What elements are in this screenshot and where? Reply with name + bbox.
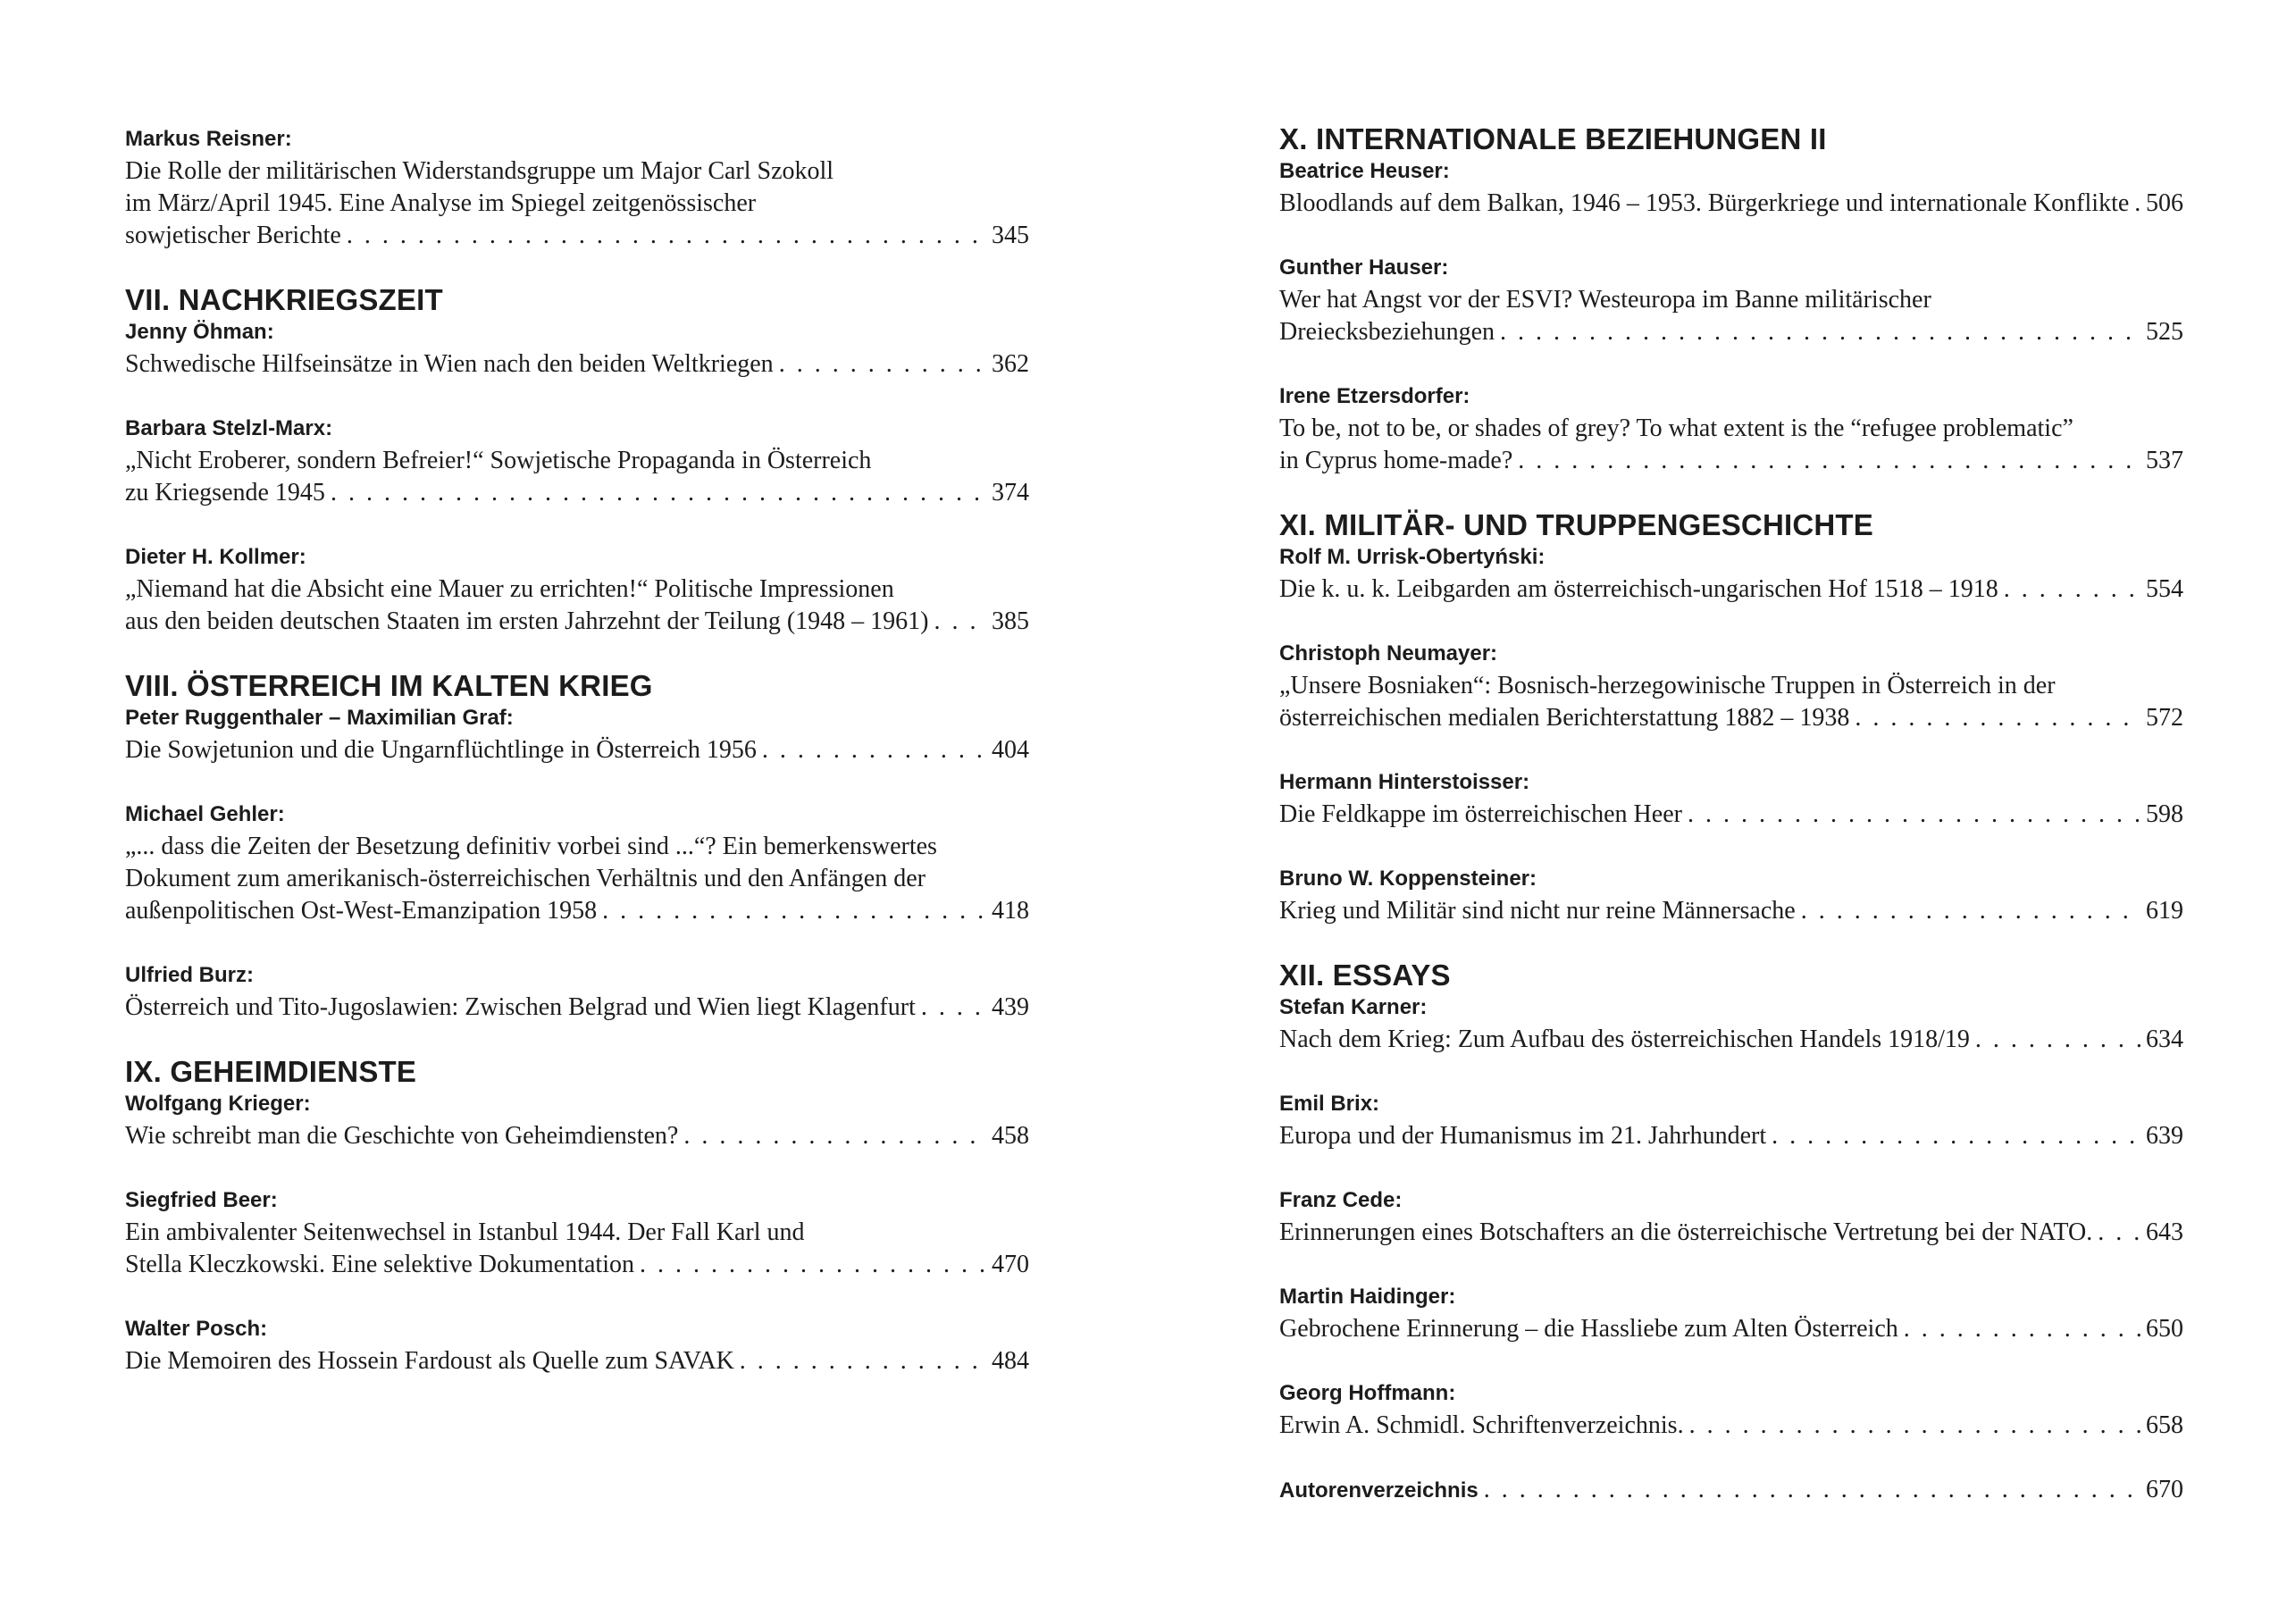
toc-entry: [125, 702, 1029, 766]
toc-page-right: [1279, 123, 2183, 1539]
entry-author: Gunther Hauser:: [1279, 255, 1449, 280]
dot-leader: [602, 895, 986, 927]
toc-entry: [125, 1185, 1029, 1281]
entry-author: Dieter H. Kollmer:: [125, 545, 306, 569]
entry-title-line: To be, not to be, or shades of grey? To what extent is the “refugee problematic”: [1279, 414, 2073, 442]
page-number: 458: [992, 1122, 1029, 1150]
entry-author: Franz Cede:: [1279, 1188, 1403, 1212]
entry-title-text: Nach dem Krieg: Zum Aufbau des österreichischen Handels 1918/19: [1279, 1025, 1970, 1053]
entry-title-line: [1279, 316, 2183, 348]
toc-entry: [125, 413, 1029, 509]
section-heading: VIII. ÖSTERREICH IM KALTEN KRIEG: [125, 669, 653, 702]
page-number: 643: [2146, 1218, 2183, 1246]
dot-leader: [740, 1345, 986, 1377]
entry-title-line: [1279, 188, 2183, 220]
toc-entry: [1279, 863, 2183, 927]
entry-author: Ulfried Burz:: [125, 963, 254, 987]
entry-title-text: Die Memoiren des Hossein Fardoust als Quelle zum SAVAK: [125, 1347, 734, 1375]
entry-author: Beatrice Heuser:: [1279, 159, 1450, 183]
section-heading: IX. GEHEIMDIENSTE: [125, 1055, 417, 1088]
entry-title-line: [1279, 1120, 2183, 1152]
dot-leader: [683, 1120, 986, 1152]
dot-leader: [934, 606, 987, 638]
entry-title-line: [1279, 1410, 2183, 1442]
toc-section: [125, 123, 1029, 252]
entry-author: Wolfgang Krieger:: [125, 1092, 311, 1116]
toc-entry: [1279, 381, 2183, 477]
section-heading: VII. NACHKRIEGSZEIT: [125, 283, 443, 316]
toc-entry: [125, 123, 1029, 252]
page-number: 598: [2146, 800, 2183, 828]
entry-title-line: Dokument zum amerikanisch-österreichischen Verhältnis und den Anfängen der: [125, 865, 926, 892]
page-number: 639: [2146, 1122, 2183, 1150]
dot-leader: [1801, 895, 2140, 927]
dot-leader: [1500, 316, 2140, 348]
section-heading: XI. MILITÄR- UND TRUPPENGESCHICHTE: [1279, 508, 1873, 541]
entry-title-text: Bloodlands auf dem Balkan, 1946 – 1953. Bürgerkriege und internationale Konflikte: [1279, 189, 2130, 217]
toc-entry: [125, 1088, 1029, 1152]
page-number: 537: [2146, 447, 2183, 474]
page-number: 385: [992, 607, 1029, 635]
page-number: 670: [2146, 1476, 2183, 1503]
entry-author: Markus Reisner:: [125, 127, 292, 151]
dot-leader: [1518, 445, 2140, 477]
entry-author: Georg Hoffmann:: [1279, 1381, 1456, 1405]
entry-title-line: [1279, 1474, 2183, 1507]
entry-title-text: zu Kriegsende 1945: [125, 479, 325, 506]
entry-title-line: [125, 1120, 1029, 1152]
entry-author: Martin Haidinger:: [1279, 1285, 1456, 1309]
entry-title-text: Wie schreibt man die Geschichte von Geheimdiensten?: [125, 1122, 679, 1150]
dot-leader: [331, 477, 986, 509]
entry-title-text: außenpolitischen Ost-West-Emanzipation 1958: [125, 897, 598, 925]
page-number: 484: [992, 1347, 1029, 1375]
page-number: 439: [992, 993, 1029, 1021]
entry-author: Rolf M. Urrisk-Obertyński:: [1279, 545, 1546, 569]
entry-author: Siegfried Beer:: [125, 1188, 278, 1212]
dot-leader: [2004, 573, 2140, 606]
entry-title-line: [1279, 1024, 2183, 1056]
toc-entry: [125, 1313, 1029, 1377]
toc-entry: [1279, 541, 2183, 606]
entry-title-line: [125, 895, 1029, 927]
dot-leader: [921, 992, 986, 1024]
entry-title-line: [125, 992, 1029, 1024]
toc-section: [125, 284, 1029, 638]
entry-title-text: Erwin A. Schmidl. Schriftenverzeichnis.: [1279, 1411, 1684, 1439]
entry-title-line: [125, 1345, 1029, 1377]
dot-leader: [762, 734, 986, 766]
toc-section: [1279, 123, 2183, 477]
entry-author: Hermann Hinterstoisser:: [1279, 770, 1530, 794]
toc-entry: [1279, 1185, 2183, 1249]
entry-title-text: Die Sowjetunion und die Ungarnflüchtlinge in Österreich 1956: [125, 736, 757, 764]
entry-title-text: Stella Kleczkowski. Eine selektive Dokumentation: [125, 1251, 634, 1278]
toc-entry: [1279, 252, 2183, 348]
entry-author: Emil Brix:: [1279, 1092, 1380, 1116]
entry-title-text: Die Feldkappe im österreichischen Heer: [1279, 800, 1682, 828]
entry-title-line: „Nicht Eroberer, sondern Befreier!“ Sowjetische Propaganda in Österreich: [125, 447, 872, 474]
entry-title-line: [1279, 895, 2183, 927]
entry-title-line: „... dass die Zeiten der Besetzung definitiv vorbei sind ...“? Ein bemerkenswertes: [125, 833, 937, 860]
entry-title-text: sowjetischer Berichte: [125, 222, 341, 249]
entry-title-line: „Niemand hat die Absicht eine Mauer zu errichten!“ Politische Impressionen: [125, 575, 894, 603]
toc-entry: [125, 316, 1029, 381]
entry-title-line: [1279, 445, 2183, 477]
dot-leader: [779, 348, 986, 381]
entry-title-line: im März/April 1945. Eine Analyse im Spiegel zeitgenössischer: [125, 189, 757, 217]
toc-entry: [1279, 1281, 2183, 1345]
entry-title-line: [1279, 799, 2183, 831]
dot-leader: [2134, 188, 2140, 220]
dot-leader: [1688, 799, 2140, 831]
entry-title-line: [125, 220, 1029, 252]
dot-leader: [1689, 1410, 2140, 1442]
toc-entry: [125, 541, 1029, 638]
entry-title-text: Österreich und Tito-Jugoslawien: Zwischen Belgrad und Wien liegt Klagenfurt: [125, 993, 916, 1021]
entry-title-text: in Cyprus home-made?: [1279, 447, 1513, 474]
dot-leader: [1855, 702, 2140, 734]
entry-title-line: [125, 734, 1029, 766]
toc-entry: [1279, 155, 2183, 220]
entry-author: Jenny Öhman:: [125, 320, 274, 344]
toc-section: [1279, 959, 2183, 1442]
dot-leader: [347, 220, 986, 252]
toc-section: [125, 1056, 1029, 1377]
entry-title-text: österreichischen medialen Berichterstattung 1882 – 1938: [1279, 704, 1850, 732]
dot-leader: [1975, 1024, 2140, 1056]
page-number: 374: [992, 479, 1029, 506]
toc-section: [125, 670, 1029, 1024]
page-number: 506: [2146, 189, 2183, 217]
entry-author: Walter Posch:: [125, 1317, 268, 1341]
page-number: 418: [992, 897, 1029, 925]
entry-title-line: [125, 1249, 1029, 1281]
entry-title-line: Wer hat Angst vor der ESVI? Westeuropa im Banne militärischer: [1279, 286, 1931, 314]
entry-title-line: [125, 348, 1029, 381]
page-number: 362: [992, 350, 1029, 378]
toc-entry: [1279, 766, 2183, 831]
toc-entry: [1279, 638, 2183, 734]
entry-title-line: [125, 477, 1029, 509]
entry-title-text: Erinnerungen eines Botschafters an die österreichische Vertretung bei der NATO.: [1279, 1218, 2093, 1246]
toc-entry: [1279, 1088, 2183, 1152]
page-number: 404: [992, 736, 1029, 764]
entry-title-line: Die Rolle der militärischen Widerstandsgruppe um Major Carl Szokoll: [125, 157, 834, 185]
page-number: 554: [2146, 575, 2183, 603]
page-number: 572: [2146, 704, 2183, 732]
entry-title-text: Schwedische Hilfseinsätze in Wien nach den beiden Weltkriegen: [125, 350, 774, 378]
final-title: Autorenverzeichnis: [1279, 1478, 1479, 1503]
dot-leader: [1772, 1120, 2140, 1152]
entry-title-line: Ein ambivalenter Seitenwechsel in Istanbul 1944. Der Fall Karl und: [125, 1218, 805, 1246]
entry-author: Stefan Karner:: [1279, 995, 1428, 1019]
page-number: 470: [992, 1251, 1029, 1278]
page-number: 525: [2146, 318, 2183, 346]
page-number: 634: [2146, 1025, 2183, 1053]
dot-leader: [1904, 1313, 2140, 1345]
dot-leader: [1484, 1474, 2140, 1506]
page-number: 650: [2146, 1315, 2183, 1343]
entry-title-text: Europa und der Humanismus im 21. Jahrhundert: [1279, 1122, 1767, 1150]
page-number: 619: [2146, 897, 2183, 925]
toc-entry-final: [1279, 1474, 2183, 1507]
entry-author: Barbara Stelzl-Marx:: [125, 416, 333, 440]
entry-title-line: [1279, 573, 2183, 606]
entry-title-text: Gebrochene Erinnerung – die Hassliebe zum Alten Österreich: [1279, 1315, 1898, 1343]
entry-title-line: [125, 606, 1029, 638]
page-number: 658: [2146, 1411, 2183, 1439]
toc-entry: [1279, 1377, 2183, 1442]
entry-title-text: Die k. u. k. Leibgarden am österreichisch-ungarischen Hof 1518 – 1918: [1279, 575, 1998, 603]
toc-entry: [125, 959, 1029, 1024]
entry-author: Michael Gehler:: [125, 802, 285, 826]
toc-page-left: [125, 123, 1029, 1410]
entry-title-line: [1279, 1217, 2183, 1249]
toc-section: [1279, 509, 2183, 927]
section-heading: XII. ESSAYS: [1279, 958, 1451, 992]
entry-author: Bruno W. Koppensteiner:: [1279, 866, 1537, 891]
toc-entry: [1279, 992, 2183, 1056]
entry-author: Christoph Neumayer:: [1279, 641, 1498, 666]
entry-title-line: [1279, 702, 2183, 734]
entry-author: Irene Etzersdorfer:: [1279, 384, 1470, 408]
entry-author: Peter Ruggenthaler – Maximilian Graf:: [125, 706, 514, 730]
entry-title-text: Krieg und Militär sind nicht nur reine Männersache: [1279, 897, 1796, 925]
entry-title-line: [1279, 1313, 2183, 1345]
toc-entry: [125, 799, 1029, 927]
dot-leader: [640, 1249, 986, 1281]
entry-title-line: „Unsere Bosniaken“: Bosnisch-herzegowinische Truppen in Österreich in der: [1279, 672, 2056, 699]
entry-title-text: aus den beiden deutschen Staaten im ersten Jahrzehnt der Teilung (1948 – 1961): [125, 607, 929, 635]
entry-title-text: Dreiecksbeziehungen: [1279, 318, 1495, 346]
section-heading: X. INTERNATIONALE BEZIEHUNGEN II: [1279, 122, 1827, 155]
page-number: 345: [992, 222, 1029, 249]
dot-leader: [2098, 1217, 2140, 1249]
